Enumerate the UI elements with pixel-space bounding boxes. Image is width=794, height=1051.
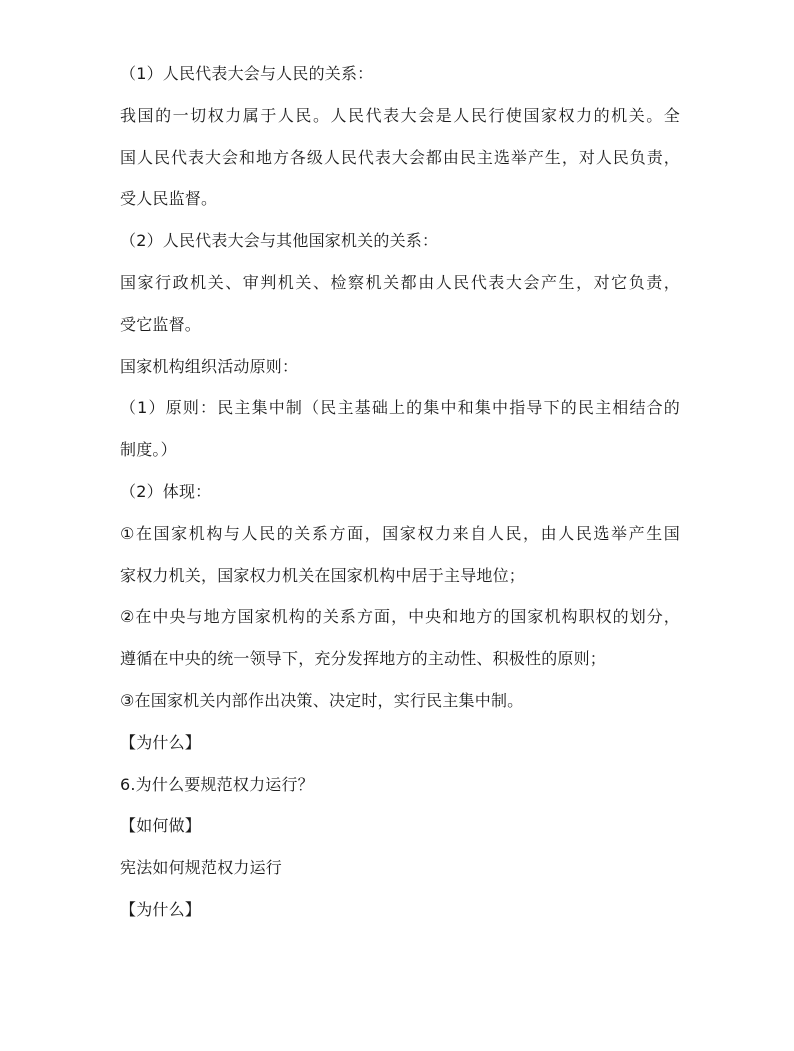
section-marker-how: 【如何做】 [120,816,202,836]
list-item-line: 遵循在中央的统一领导下，充分发挥地方的主动性、积极性的原则； [120,649,607,669]
paragraph-line: （1）原则：民主集中制（民主基础上的集中和集中指导下的民主相结合的 [120,398,680,418]
document-body [120,53,680,931]
subheading-congress-and-other-organs: （2）人民代表大会与其他国家机关的关系： [120,231,439,251]
subheading-organization-principles: 国家机构组织活动原则： [120,356,299,376]
section-marker-why: 【为什么】 [120,899,202,919]
paragraph-line: 国人民代表大会和地方各级人民代表大会都由民主选举产生，对人民负责， [120,147,680,167]
list-item-line: ③在国家机关内部作出决策、决定时，实行民主集中制。 [120,690,524,710]
paragraph-line: 受它监督。 [120,314,202,334]
paragraph-line: 制度。） [120,440,177,460]
list-item-line: 家权力机关，国家权力机关在国家机构中居于主导地位； [120,565,526,585]
paragraph-line: 我国的一切权力属于人民。人民代表大会是人民行使国家权力的机关。全 [120,105,680,125]
question-heading: 6.为什么要规范权力运行？ [120,774,314,794]
subheading-manifestation: （2）体现： [120,481,212,501]
section-marker-why: 【为什么】 [120,732,202,752]
topic-line: 宪法如何规范权力运行 [120,858,283,878]
paragraph-line: 受人民监督。 [120,189,218,209]
subheading-people-congress-and-people: （1）人民代表大会与人民的关系： [120,64,374,83]
list-item-line: ①在国家机构与人民的关系方面，国家权力来自人民，由人民选举产生国 [120,523,680,543]
paragraph-line: 国家行政机关、审判机关、检察机关都由人民代表大会产生，对它负责， [120,272,680,292]
list-item-line: ②在中央与地方国家机构的关系方面，中央和地方的国家机构职权的划分， [120,607,680,627]
